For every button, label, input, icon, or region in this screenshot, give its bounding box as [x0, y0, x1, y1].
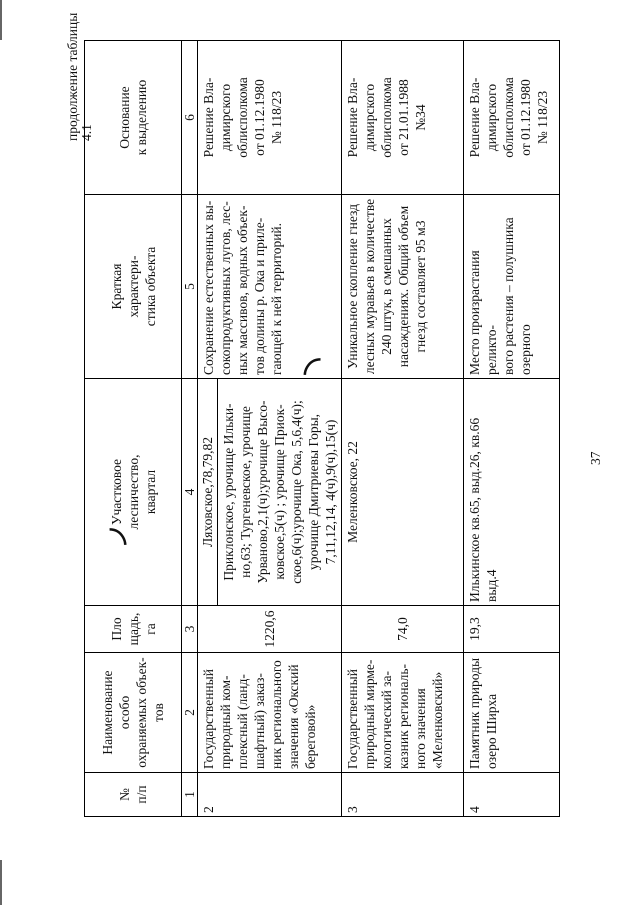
- row-basis: Решение Вла- димирского облисполкома от 01.12.1980 № 118/23: [198, 41, 342, 195]
- decorative-arc-mark: ◞: [81, 527, 132, 545]
- table-row: [464, 41, 560, 817]
- table-continuation-caption: продолжение таблицы 4.1: [65, 12, 94, 141]
- column-number: 4: [182, 379, 198, 606]
- column-number: 5: [182, 195, 198, 379]
- row-basis: Решение Вла- димирского облисполкома от 01.12.1980 № 118/23: [464, 41, 560, 195]
- column-number: 3: [182, 606, 198, 653]
- row-description: Место произрастания реликто- вого растения – полушника озерного: [464, 195, 560, 379]
- row-area: 1220,6: [198, 606, 342, 653]
- header-name: Наименование особо охраняемых объек- тов: [85, 653, 182, 773]
- table-row: [342, 41, 464, 817]
- column-number-row: [182, 41, 198, 817]
- decorative-arc-mark: ◝: [292, 357, 343, 375]
- row-basis: Решение Вла- димирского облисполкома от 21.01.1988 №34: [342, 41, 464, 195]
- row-name: Государственный природный мирме- кологический за- казник региональ- ного значения «Меленковский»: [342, 653, 464, 773]
- row-name: Государственный природный ком- плексный (ланд- шафтный) заказ- ник регионального значения «Окский береговой»: [198, 653, 342, 773]
- header-description: Краткая характери- стика объекта: [85, 195, 182, 379]
- row-area: 74,0: [342, 606, 464, 653]
- table-row: [198, 41, 342, 817]
- column-number: 2: [182, 653, 198, 773]
- column-number: 6: [182, 41, 198, 195]
- row-location: Меленковское, 22: [342, 379, 464, 606]
- row-location-top: Ляховское,78,79,82: [198, 379, 218, 605]
- header-number: № п/п: [85, 773, 182, 817]
- row-number: 3: [342, 773, 464, 817]
- protected-areas-table: [81, 40, 560, 817]
- header-area: Пло щадь, га: [85, 606, 182, 653]
- header-location: Участковое лесничество, квартал: [85, 379, 182, 606]
- row-location: [198, 379, 342, 606]
- row-number: 4: [464, 773, 560, 817]
- row-location: Илькинское кв.65, выд.26, кв.66 выд.4: [464, 379, 560, 606]
- table-header-row: [85, 41, 182, 817]
- column-number: 1: [182, 773, 198, 817]
- row-description: Сохранение естественных вы- сокопродуктивных лугов, лес- ных массивов, водных объек- тов долины р. Ока и приле- гающей к ней территорий.: [198, 195, 342, 379]
- page-number: 37: [588, 451, 603, 465]
- row-area: 19,3: [464, 606, 560, 653]
- row-name: Памятник природы озеро Ширха: [464, 653, 560, 773]
- header-basis: Основание к выделению: [85, 41, 182, 195]
- row-description: Уникальное скопление гнезд лесных муравьев в количестве 240 штук, в смешанных насаждениях. Общий объем гнезд составляет 95 м3: [342, 195, 464, 379]
- row-number: 2: [198, 773, 342, 817]
- row-location-bottom: Приклонское, урочище Ильки- но,63; Тургеневское, урочище Урваново,2,1(ч);урочище Высо- ковское,5(ч) ; урочище Приок- ское,6(ч);урочище Ока, 5,6,4(ч); урочище Дмитриевы Горы, 7,11,12,14, 4(ч),9(ч),15(ч): [221, 400, 338, 584]
